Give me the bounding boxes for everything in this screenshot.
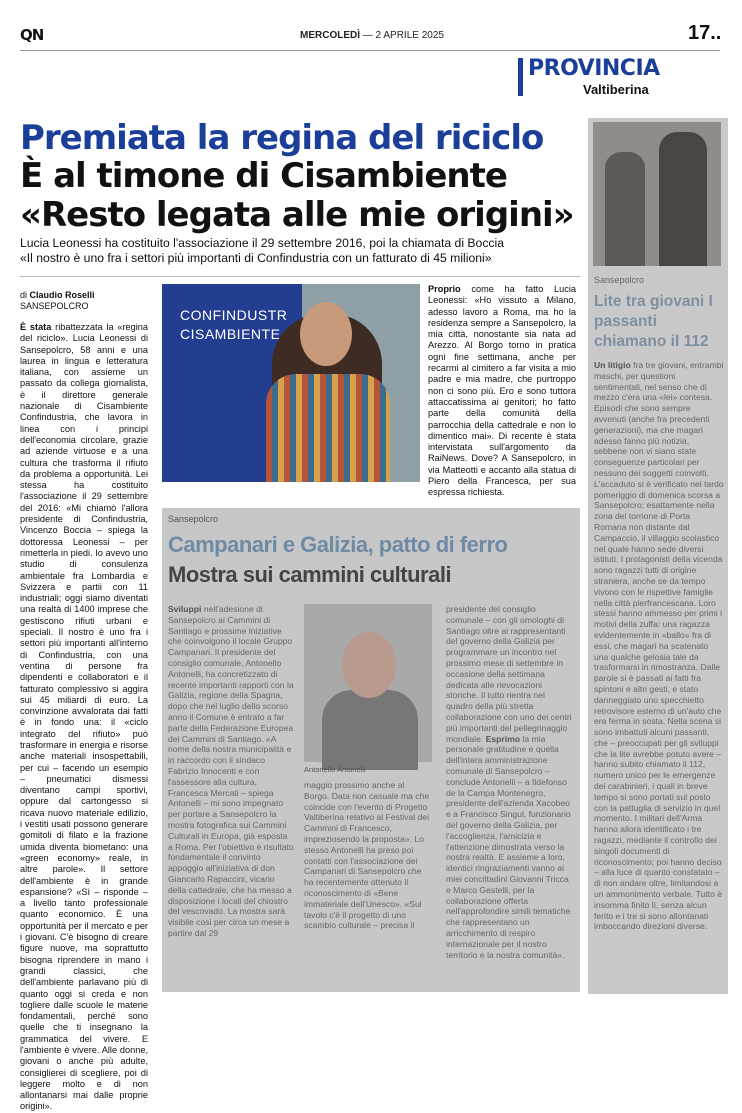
issue-date-text: — 2 APRILE 2025 <box>362 30 444 41</box>
section-title: PROVINCIA <box>528 56 660 81</box>
photo-figure-left <box>605 152 645 266</box>
author-name: Claudio Roselli <box>29 290 95 300</box>
byline-prefix: di <box>20 290 28 300</box>
subtitle-line-2: «Il nostro è uno fra i settori più importanti di Confindustria con un fatturato di 45 milioni» <box>20 251 492 265</box>
lead-word: Un litigio <box>594 360 631 370</box>
headline-main: È al timone di Cisambiente <box>20 156 507 196</box>
issue-date <box>300 30 444 41</box>
section-accent-bar <box>518 58 523 96</box>
banner-line-2: CISAMBIENTE <box>180 326 281 342</box>
photo-person-head <box>342 632 396 698</box>
headline-kicker: Premiata la regina del riciclo <box>20 118 544 158</box>
header-divider <box>20 50 720 51</box>
article-subtitle <box>20 236 580 266</box>
lead-word: È stata <box>20 322 52 332</box>
issue-day: MERCOLEDÌ <box>300 30 360 41</box>
photo-person-shawl <box>266 374 390 482</box>
banner-line-1: CONFINDUSTR <box>180 307 288 323</box>
column-text: come ha fatto Lucia Leonessi: «Ho vissuto a Milano, adesso lavoro a Roma, ma ho la residenza sempre a Sansepolcro, la mia città, nonostante sia nata ad Arezzo. Al Borgo torno in pratica ogni fine settimana, anche per recarmi al cimitero a far visita a mio padre e mia madre, che purtroppo non ci sono più. Ero e sono tuttora attaccatissima ai genitori; ho fatto parte della comunità della parrocchia della cattedrale e non lo dimentico mai». Di recente è stata intervistata sull'argomento da RaiNews. Dove? A Sansepolcro, in via Matteotti e accanto alla statua di Piero della Francesca, per sua espressa richiesta. <box>428 284 576 498</box>
side-photo <box>593 122 721 266</box>
photo-figure-right <box>659 132 707 266</box>
subtitle-divider <box>20 276 580 277</box>
headline-quote: «Resto legata alle mie origini» <box>20 195 574 235</box>
column-text: presidente del consiglio comunale – con gli omologhi di Santiago oltre ai rappresentanti del governo della Galizia per programmare un incontro nel prossimo mese di settembre in occasione della settimana dedicata alle rievocazioni storiche. Il tutto rientra nel quadro della più stretta collaborazione con uno dei centri più importanti del pellegrinaggio mondiale. <box>446 604 572 744</box>
photo-caption: Antonello Antonelli <box>304 765 366 774</box>
column-text: ribattezzata la «regina del riciclo». Lucia Leonessi di Sansepolcro, 58 anni e una laurea in lingua e letteratura italiana, con assieme un passato da collega giornalista, è il direttore generale nazionale di Cisambiente Confindustria, che lavora in linea con i principi dell'economia circolare, grazie ad aziende virtuose e a una cultura che trasforma il rifiuto da problema a opportunità. Lei stessa ha costituito l'associazione il 29 settembre del 2016: «Mi chiamò l'allora presidente di Confindustria, Vincenzo Boccia – spiega la dottoressa Leonessi – per rimetterla in piedi. Io avevo uno studio di consulenza ambientale fra Lombardia e Svizzera e partii con 11 industriali; oggi siamo diventati una realtà di 1400 imprese che gestiscono rifiuti urbani e speciali. Il nostro è uno fra i settori più importanti all'interno di Confindustria, con una ventina di persone fra dipendenti e collaboratori e il fatturato complessivo si aggira sui 45 miliardi di euro. La convinzione avvalorata dai fatti è in fondo una: il «ciclo integrato del rifiuto» può trasformare in energia e risorse anche materiali insospettabili, per cui – facendo un esempio – pneumatici dismessi diventano campi sportivi, oppure dal cartongesso si ricava nuovo materiale edilizio, i vestiti usati possono generare gomitoli di filato e la frazione umida diventa biometano: una «green economy» reale, in altre parole». Il settore dell'ambiente è in grande espansione? «Sì – risponde – a livello tanto professionale quanto economico. È una opportunità per il mercato e per i giovani. C'è bisogno di creare figure nuove, ma soprattutto bisogna riprendere in mano i grandi classici, che dell'ambiente parlavano più di quanto oggi si creda e non togliere dalle scuole le materie fondamentali, perché sono quelle che ti insegnano la grammatica del vivere. E l'ambiente è vivere. Alle donne, giovani o anche più adulte, consiglierei di scegliere, poi di leggere molto e di non allontanarsi mai dalle proprie origini». <box>20 322 148 1112</box>
photo-banner-text <box>180 306 287 344</box>
article-column-1 <box>20 322 148 1112</box>
column-text: fra tre giovani, entrambi maschi, per questioni sentimentali, nel senso che di mezzo c'era una «lei» contesa. Episodi che sono sempre avvenuti (anche fra precedenti generazioni), ma che magari adesso fanno più notizia, sebbene non vi siano state conseguenze particolari per nessuno dei soggetti coinvolti. L'accaduto si è verificato nel tardo pomeriggio di domenica scorsa a Sansepolcro; esattamente nella zona del torrione di Porta Romana non distante dal Campaccio, il villaggio scolastico nel quale hanno sede diversi istituti. I protagonisti della vicenda sono ragazzi tutti di origine straniera, anche se da tempo vivono con le rispettive famiglie nella città pierfrancescana. Loro stessi hanno ammesso per primi i motivi della zuffa: una ragazza evidentemente in «ballo» fra di essi, che magari ha scatenato una qualche gelosia tale da trasformarsi in rimostranza. Dalle parole si è passati ai fatti fra spintoni e altri gesti, e stato danneggiato uno specchietto retrovisore esterno di un'auto che era ferma in sosta. Nella scena si sono imbattuti alcuni passanti, che – preoccupati per gli sviluppi che la lite avrebbe potuto avere – hanno subito chiamato il 112, numero unico per le emergenze dei carabinieri, i quali in breve tempo si sono portati sul posto con la pattuglia di servizio in quel momento. I militari dell'Arma hanno allora identificato i tre ragazzi, mediante il controllo dei singoli documenti di riconoscimento; poi hanno deciso – alla luce di quanto constatato – di non andare oltre, limitandosi a un ammonimento verbale. Tutto è insomma finito lì, senza alcun ferito e i tre si sono allontanati imboccando direzioni diverse. <box>594 360 724 932</box>
box-column-3 <box>446 604 574 984</box>
box-column-1 <box>168 604 294 984</box>
box-headline-1: Campanari e Galizia, patto di ferro <box>168 532 508 557</box>
section-subtitle: Valtiberina <box>583 82 649 97</box>
subtitle-line-1: Lucia Leonessi ha costituito l'associazione il 29 settembre 2016, poi la chiamata di Boccia <box>20 236 505 250</box>
photo-person-body <box>322 690 418 770</box>
byline <box>20 290 150 312</box>
page-number: 17.. <box>688 22 722 44</box>
lead-word: Proprio <box>428 284 461 294</box>
column-text-2: la mia personale gratitudine e quella dell'intera amministrazione comunale di Sansepolcro – conclude Antonelli – a Ildefonso de la Campa Montenegro, presidente dell'azienda Xacobeo e a Francisco Singul, funzionario del governo della Galizia, per l'accoglienza, l'amicizia e l'attenzione dimostrata verso la nostra realtà. E assieme a loro, identici ringraziamenti vanno ai miei concittadini Giovanni Tricca e Marco Gestelli, per la collaborazione offerta nell'approfondire simili tematiche che rappresentano un arricchimento di respiro internazionale per il nostro territorio e la nostra comunità». <box>446 733 571 960</box>
box-photo <box>304 604 432 762</box>
side-column-text <box>594 360 724 988</box>
lead-word: Sviluppi <box>168 604 202 614</box>
article-column-2 <box>428 284 576 499</box>
side-headline: Lite tra giovani I passanti chiamano il 112 <box>594 293 713 350</box>
lead-word: Esprimo <box>485 733 521 744</box>
photo-person-face <box>300 302 352 366</box>
column-text: nell'adesione di Sansepolcro ai Cammini di Santiago e prossime iniziative che coinvolgono il locale Gruppo Campanari. Il presidente del consiglio comunale, Antonello Antonelli, ha concretizzato di recente importanti rapporti con la Galizia, regione della Spagna, dopo che nel luglio dello scorso anno il Comune è entrato a far parte della Federazione Europea dei Cammini di Santiago. «A nome della nostra municipalità e in raccordo con il sindaco Fabrizio Innocenti e con l'assessore alla cultura, Francesca Mercati – spiega Antonelli – mi sono impegnato per portare a Sansepolcro la mostra fotografica sui Cammini Culturali in Europa, già esposta a Roma. Per l'obiettivo è risultato fondamentale il convinto appoggio all'iniziativa di don Giancarlo Rapaccini, vicario della cattedrale, che ha messo a disposizione i locali del chiostro del vescovado. La mostra sarà visibile cosi per circa un mese a partire dal 29 <box>168 604 294 938</box>
newspaper-logo: QN <box>20 26 44 44</box>
side-location-tag: Sansepolcro <box>594 275 645 285</box>
box-headline-2: Mostra sui cammini culturali <box>168 562 452 587</box>
dateline: SANSEPOLCRO <box>20 301 89 311</box>
box-column-2: maggio prossimo anche al Borgo. Data non casuale ma che coincide con l'evento di Progetto Valtiberina relativo al Festival dei Cammini di Francesco, impreziosendo la proposta». Lo stesso Antonelli ha preso poi contatti con l'associazione dei Campanari di Sansepolcro che ha recentemente ottenuto il riconoscimento di «Bene immateriale dell'Unesco». «Sul tavolo c'è il progetto di uno scambio culturale – precisa il <box>304 780 430 931</box>
article-photo <box>162 284 420 482</box>
box-location-tag: Sansepolcro <box>168 514 219 524</box>
